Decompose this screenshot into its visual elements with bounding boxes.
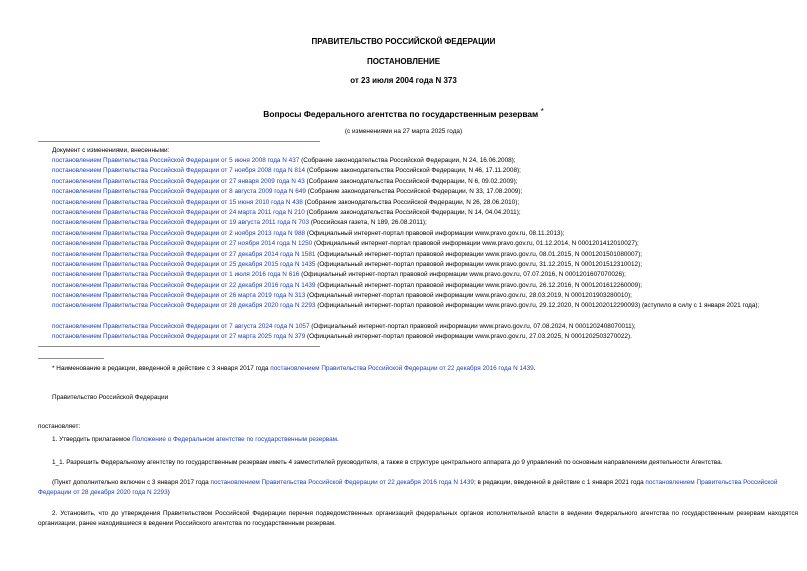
amendment-link[interactable]: постановлением Правительства Российской Федерации от 7 ноября 2008 года N 814	[52, 167, 306, 175]
amendment-item	[52, 250, 792, 260]
issuing-authority: ПРАВИТЕЛЬСТВО РОССИЙСКОЙ ФЕДЕРАЦИИ	[311, 37, 496, 46]
amendment-source: (Российская газета, N 189, 26.08.2011);	[309, 219, 427, 227]
paragraph-1-text: 1. Утвердить прилагаемое	[52, 436, 133, 443]
note-link-2293[interactable]: постановлением Правительства Российской Федерации от 28 декабря 2020 года N 2293	[38, 479, 778, 497]
note-text-a: (Пункт дополнительно включен с 3 января 2017 года	[52, 479, 211, 486]
document-title-text: Вопросы Федерального агентства по государственным резервам	[263, 108, 539, 119]
amendment-link[interactable]: постановлением Правительства Российской Федерации от 19 августа 2011 года N 703	[52, 219, 310, 227]
amendment-link[interactable]: постановлением Правительства Российской Федерации от 27 марта 2025 года N 379	[52, 333, 306, 341]
amendment-item	[52, 291, 792, 301]
amendment-source: (Собрание законодательства Российской Федерации, N 46, 17.11.2008);	[305, 167, 521, 175]
amendment-link[interactable]: постановлением Правительства Российской Федерации от 5 июня 2008 года N 437	[52, 157, 300, 164]
amendment-link[interactable]: постановлением Правительства Российской Федерации от 7 августа 2024 года N 1057	[52, 322, 310, 330]
amendments-heading: Документ с изменениями, внесенными:	[52, 147, 170, 154]
note-text-c: )	[167, 489, 170, 497]
amendment-source: (Официальный интернет-портал правовой информации www.pravo.gov.ru, 08.11.2013);	[305, 229, 565, 237]
amendment-item	[52, 208, 792, 218]
amendment-source: (Официальный интернет-портал правовой информации www.pravo.gov.ru, 26.12.2016, N 0001201612260009);	[315, 281, 643, 289]
divider-bottom	[38, 346, 320, 347]
amendment-item	[52, 166, 792, 176]
amendment-source: (Официальный интернет-портал правовой информации www.pravo.gov.ru, 08.01.2015, N 0001201501080007);	[315, 250, 643, 258]
amendment-item	[52, 260, 792, 270]
footnote-rule	[38, 358, 104, 359]
amendment-source: (Официальный интернет-портал правовой информации www.pravo.gov.ru, 07.08.2024, N 0001202408070011);	[309, 322, 636, 330]
amendment-item	[52, 270, 792, 280]
amendment-item	[52, 198, 792, 208]
amendment-link[interactable]: постановлением Правительства Российской Федерации от 25 декабря 2015 года N 1435	[52, 260, 316, 268]
amendment-link[interactable]: постановлением Правительства Российской Федерации от 26 марта 2019 года N 313	[52, 292, 306, 300]
amendment-item	[52, 281, 792, 291]
title-footnote	[52, 365, 535, 372]
amendment-item	[52, 332, 792, 342]
amendment-source: (Собрание законодательства Российской Федерации, N 24, 16.06.2008);	[299, 157, 516, 164]
amendment-link[interactable]: постановлением Правительства Российской Федерации от 1 июля 2016 года N 616	[52, 271, 300, 279]
amendment-link[interactable]: постановлением Правительства Российской Федерации от 27 декабря 2014 года N 1581	[52, 250, 316, 258]
footnote-end: .	[533, 365, 536, 372]
paragraph-1	[52, 436, 339, 443]
amendment-source: (Официальный интернет-портал правовой информации www.pravo.gov.ru, 29.12.2020, N 0001202012290093) (вступило в силу с 1 января 2021 года);	[315, 302, 760, 310]
amendment-item	[52, 218, 792, 228]
document-title	[0, 106, 807, 119]
amendment-source: (Собрание законодательства Российской Федерации, N 6, 09.02.2009);	[304, 177, 518, 185]
paragraph-1-1-note	[38, 478, 798, 499]
amendment-source: (Официальный интернет-портал правовой информации www.pravo.gov.ru, 31.12.2015, N 0001201512310012);	[315, 260, 643, 268]
regulation-link[interactable]: Положение о Федеральном агентстве по государственным резервам	[132, 436, 338, 443]
amendment-item	[52, 301, 792, 321]
amendment-item	[52, 322, 792, 332]
paragraph-2: 2. Установить, что до утверждения Правительством Российской Федерации перечня подведомственных организаций федеральных органов исполнительной власти в ведении Федерального агентства по государственным резервам находятся организации, ранее находившиеся в ведении Российского агентства по государственным резервам.	[38, 510, 798, 527]
amendment-link[interactable]: постановлением Правительства Российской Федерации от 28 декабря 2020 года N 2293	[52, 302, 316, 310]
amendment-item	[52, 177, 792, 187]
amendment-link[interactable]: постановлением Правительства Российской Федерации от 15 июня 2010 года N 438	[52, 198, 303, 206]
amendment-source: (Официальный интернет-портал правовой информации www.pravo.gov.ru, 27.03.2025, N 0001202503270022).	[305, 333, 632, 341]
document-date-number: от 23 июля 2004 года N 373	[350, 76, 457, 85]
divider-top	[38, 141, 320, 142]
amendment-link[interactable]: постановлением Правительства Российской Федерации от 24 марта 2011 года N 210	[52, 208, 305, 216]
footnote-text: * Наименование в редакции, введенной в действие с 3 января 2017 года	[52, 365, 271, 372]
amendment-source: (Собрание законодательства Российской Федерации, N 14, 04.04.2011);	[304, 208, 521, 216]
issuer-line: Правительство Российской Федерации	[52, 394, 169, 401]
amendment-item	[52, 187, 792, 197]
amendment-source: (Собрание законодательства Российской Федерации, N 26, 28.06.2010);	[302, 198, 520, 206]
note-link-1439[interactable]: постановлением Правительства Российской Федерации от 22 декабря 2016 года N 1439	[210, 479, 474, 486]
amendments-list	[52, 156, 792, 342]
amendment-link[interactable]: постановлением Правительства Российской Федерации от 2 ноября 2013 года N 988	[52, 229, 306, 237]
paragraph-1-end: .	[337, 436, 339, 443]
amendment-link[interactable]: постановлением Правительства Российской Федерации от 27 ноября 2014 года N 1250	[52, 240, 313, 248]
title-footnote-mark: *	[540, 107, 544, 116]
footnote-link[interactable]: постановлением Правительства Российской Федерации от 22 декабря 2016 года N 1439	[270, 365, 534, 372]
amendment-link[interactable]: постановлением Правительства Российской Федерации от 27 января 2009 года N 43	[52, 177, 305, 185]
amendment-source: (Собрание законодательства Российской Федерации, N 33, 17.08.2009);	[305, 188, 523, 196]
amendment-link[interactable]: постановлением Правительства Российской Федерации от 8 августа 2009 года N 649	[52, 188, 306, 196]
amendment-link[interactable]: постановлением Правительства Российской Федерации от 22 декабря 2016 года N 1439	[52, 281, 316, 289]
document-type: ПОСТАНОВЛЕНИЕ	[366, 57, 441, 66]
decrees-word: постановляет:	[38, 423, 81, 430]
amendment-item	[52, 239, 792, 249]
amendment-item	[52, 229, 792, 239]
amendment-source: (Официальный интернет-портал правовой информации www.pravo.gov.ru, 01.12.2014, N 0001201412010027);	[312, 240, 639, 248]
note-text-b: ; в редакции, введенной в действие с 1 января 2021 года	[473, 479, 646, 486]
amendment-item	[52, 156, 792, 166]
amendment-source: (Официальный интернет-портал правовой информации www.pravo.gov.ru, 28.03.2019, N 0001201903280010);	[305, 292, 632, 300]
paragraph-1-1: 1_1. Разрешить Федеральному агентству по государственным резервам иметь 4 заместителей руководителя, а также в структуре центрального аппарата до 9 управлений по основным направлениям деятельности Агентства.	[52, 459, 723, 466]
revision-note: (с изменениями на 27 марта 2025 года)	[344, 128, 463, 135]
amendment-source: (Официальный интернет-портал правовой информации www.pravo.gov.ru, 07.07.2016, N 0001201607070026);	[299, 271, 626, 279]
